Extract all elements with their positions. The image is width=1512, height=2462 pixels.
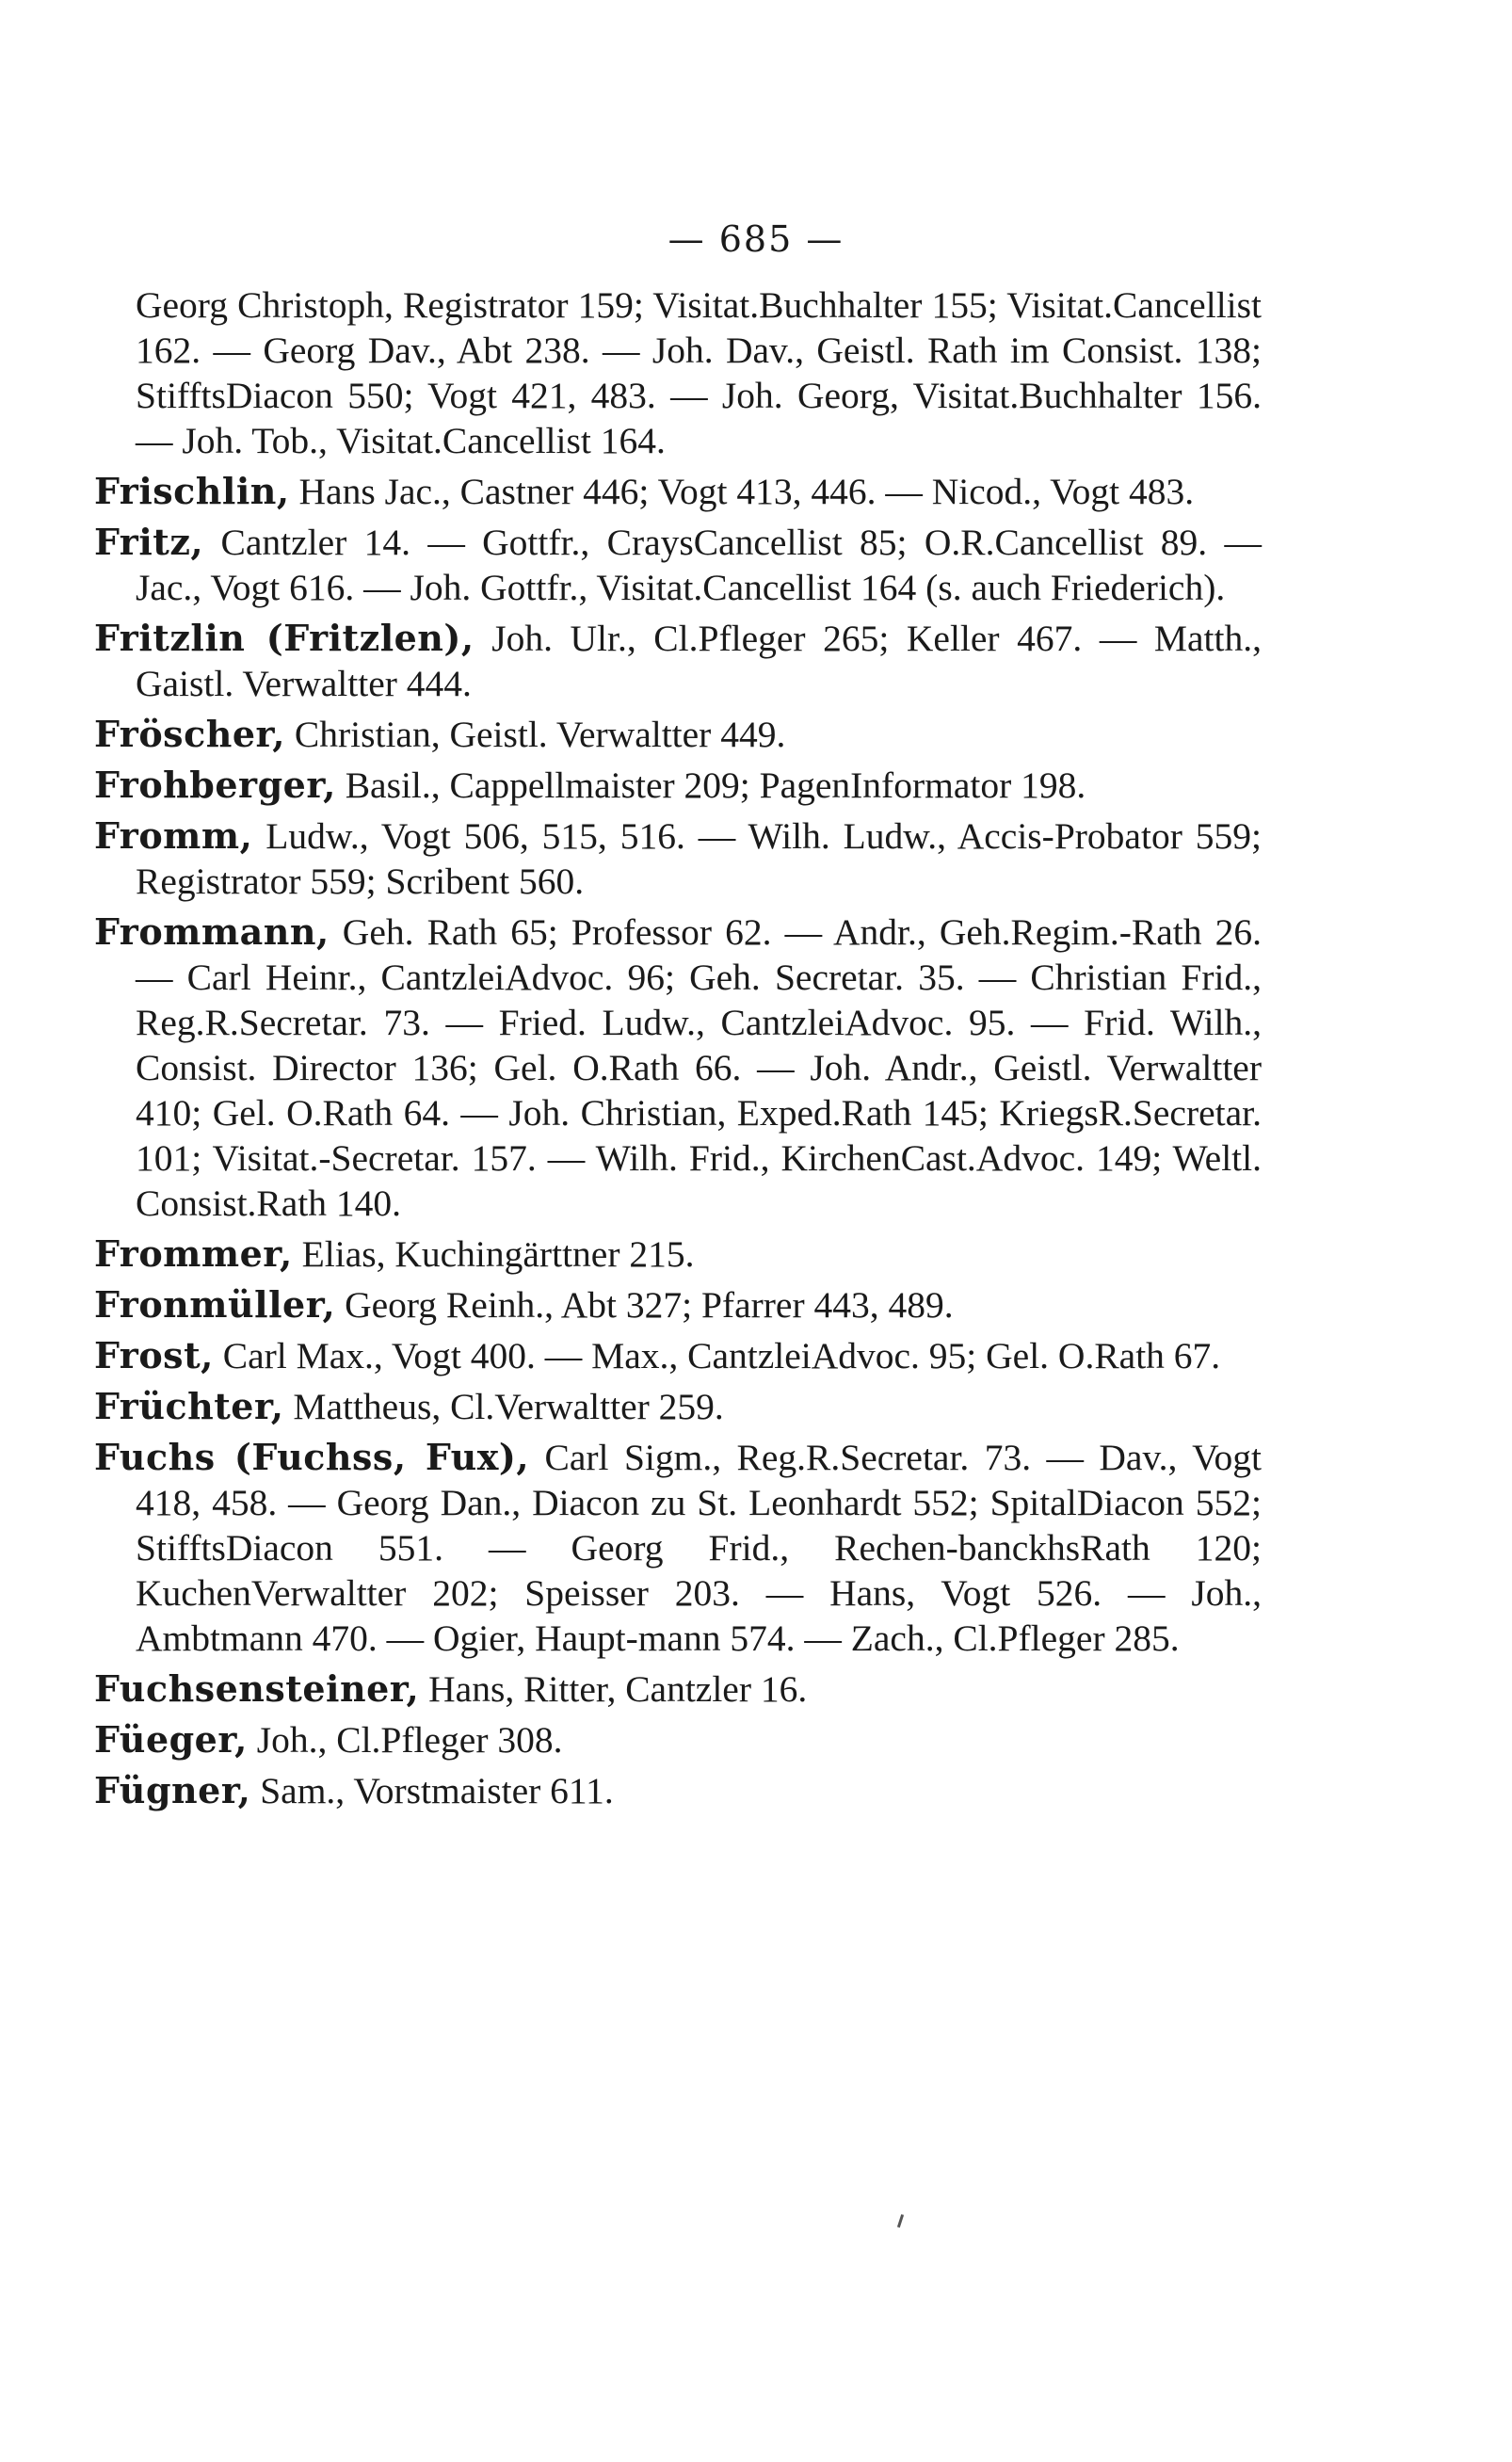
page-number: — 685 — [668,218,844,260]
register-entry [94,1231,1262,1277]
entry-text: Christian, Geistl. Verwaltter 449. [285,714,786,755]
entry-text: Carl Max., Vogt 400. — Max., CantzleiAdvoc. 95; Gel. O.Rath 67. [213,1335,1221,1376]
register-entry [94,1384,1262,1429]
entry-text: Geh. Rath 65; Professor 62. — Andr., Geh.Regim.-Rath 26. — Carl Heinr., CantzleiAdvoc. 96; Geh. Secretar. 35. — Christian Frid., Reg.R.Secretar. 73. — Fried. Ludw., CantzleiAdvoc. 95. — Frid. Wilh., Consist. Director 136; Gel. O.Rath 66. — Joh. Andr., Geistl. Verwaltter 410; Gel. O.Rath 64. — Joh. Christian, Exped.Rath 145; KriegsR.Secretar. 101; Visitat.-Secretar. 157. — Wilh. Frid., KirchenCast.Advoc. 149; Weltl. Consist.Rath 140. [136,911,1262,1224]
register-entry [94,520,1262,610]
entry-surname: Fronmüller, [94,1283,336,1326]
entry-text: Georg Reinh., Abt 327; Pfarrer 443, 489. [335,1284,954,1326]
entry-surname: Fuchsensteiner, [94,1667,420,1710]
entry-text: Joh., Cl.Pfleger 308. [247,1719,563,1761]
entry-surname: Fügner, [94,1769,251,1811]
entry-surname: Frommann, [94,910,330,953]
register-entry [94,1333,1262,1378]
entry-surname: Fritzlin (Fritzlen), [94,617,475,659]
register-entry [94,909,1262,1226]
register-entry [94,1768,1262,1813]
entry-surname: Fröscher, [94,713,285,755]
register-entry [94,1435,1262,1661]
entry-surname: Frost, [94,1334,214,1376]
entry-text: Hans Jac., Castner 446; Vogt 413, 446. — Nicod., Vogt 483. [289,471,1195,512]
entry-text: Basil., Cappellmaister 209; PagenInformator 198. [335,764,1086,806]
register-entry [94,616,1262,706]
register-entry [94,712,1262,757]
entry-text: Cantzler 14. — Gottfr., CraysCancellist 85; O.R.Cancellist 89. — Jac., Vogt 616. — Joh. Gottfr., Visitat.Cancellist 164 (s. auch Friederich). [136,522,1262,608]
register-entry [94,763,1262,808]
entry-surname: Fuchs (Fuchss, Fux), [94,1436,530,1478]
entry-text: Hans, Ritter, Cantzler 16. [419,1668,808,1710]
entry-text: Carl Sigm., Reg.R.Secretar. 73. — Dav., Vogt 418, 458. — Georg Dan., Diacon zu St. Leonhardt 552; SpitalDiacon 552; StifftsDiacon 551. — Georg Frid., Rechen-banckhsRath 120; KuchenVerwaltter 202; Speisser 203. — Hans, Vogt 526. — Joh., Ambtmann 470. — Ogier, Haupt-mann 574. — Zach., Cl.Pfleger 285. [136,1437,1262,1659]
register-entries [94,282,1262,1819]
entry-text: Ludw., Vogt 506, 515, 516. — Wilh. Ludw., Accis-Probator 559; Registrator 559; Scribent 560. [136,815,1262,902]
register-entry [94,469,1262,514]
entry-surname: Fritz, [94,521,204,563]
register-entry [94,1666,1262,1712]
entry-surname: Früchter, [94,1385,284,1427]
register-entry [94,1717,1262,1762]
entry-text: Elias, Kuchingärttner 215. [292,1233,695,1275]
entry-text: Georg Christoph, Registrator 159; Visitat.Buchhalter 155; Visitat.Cancellist 162. — Georg Dav., Abt 238. — Joh. Dav., Geistl. Rath im Consist. 138; StifftsDiacon 550; Vogt 421, 483. — Joh. Georg, Visitat.Buchhalter 156. — Joh. Tob., Visitat.Cancellist 164. [136,284,1262,461]
entry-surname: Frohberger, [94,764,336,806]
register-entry [94,813,1262,904]
register-entry [94,1282,1262,1328]
entry-text: Joh. Ulr., Cl.Pfleger 265; Keller 467. — Matth., Gaistl. Verwaltter 444. [136,618,1262,704]
stray-ink-mark [897,2214,904,2228]
continuation-entry [94,282,1262,463]
entry-surname: Frommer, [94,1232,293,1275]
entry-text: Sam., Vorstmaister 611. [250,1770,614,1811]
entry-text: Mattheus, Cl.Verwaltter 259. [283,1386,724,1427]
entry-surname: Fromm, [94,814,253,857]
entry-surname: Füeger, [94,1718,248,1761]
entry-surname: Frischlin, [94,470,290,512]
